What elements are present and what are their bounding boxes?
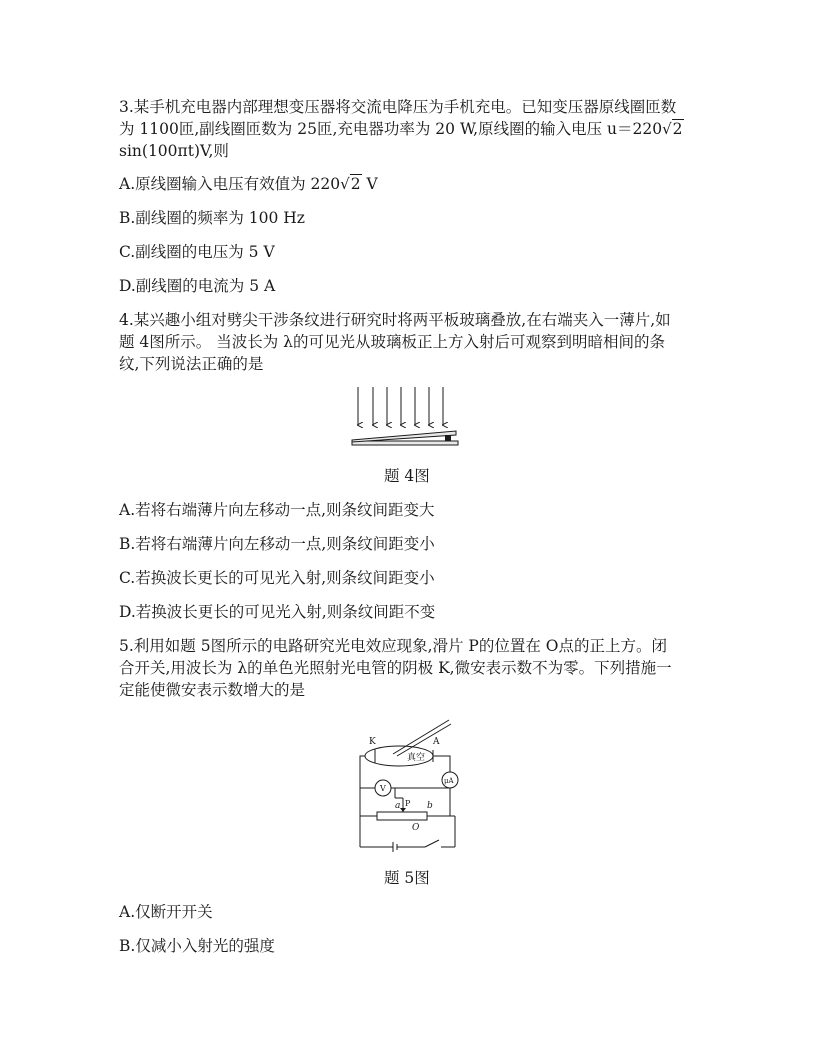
light-beam-line bbox=[397, 724, 451, 756]
q3-option-a-sqrt-value: 2 bbox=[350, 175, 361, 193]
anode-label: A bbox=[433, 737, 440, 747]
q3-option-d: D.副线圈的电流为 5 A bbox=[119, 277, 276, 295]
voltmeter-label: V bbox=[380, 784, 386, 793]
q3-option-a-text: A.原线圈输入电压有效值为 220 bbox=[119, 175, 341, 193]
q5-stem-line-2: 合开关,用波长为 λ的单色光照射光电管的阴极 K,微安表示数不为零。下列措施一 bbox=[119, 659, 672, 677]
q5-option-b: B.仅减小入射光的强度 bbox=[119, 937, 275, 955]
light-beam-line bbox=[393, 720, 449, 754]
slider-tip bbox=[400, 808, 406, 812]
q3-option-b: B.副线圈的频率为 100 Hz bbox=[119, 209, 305, 227]
q4-option-b: B.若将右端薄片向左移动一点,则条纹间距变小 bbox=[119, 535, 435, 553]
cathode-label: K bbox=[369, 737, 376, 747]
q4-stem-line-1: 4.某兴趣小组对劈尖干涉条纹进行研究时将两平板玻璃叠放,在右端夹入一薄片,如 bbox=[119, 311, 671, 329]
q4-option-a: A.若将右端薄片向左移动一点,则条纹间距变大 bbox=[119, 501, 435, 519]
q4-stem-line-3: 纹,下列说法正确的是 bbox=[119, 355, 264, 373]
q3-option-a bbox=[119, 174, 378, 194]
slider-p-label: P bbox=[405, 799, 411, 808]
terminal-b-label: b bbox=[427, 801, 433, 811]
q5-option-a: A.仅断开开关 bbox=[119, 903, 213, 921]
q3-sqrt-value: 2 bbox=[672, 120, 683, 138]
thin-spacer bbox=[445, 435, 451, 441]
wedge-interference-figure bbox=[340, 385, 470, 455]
microammeter-label: μA bbox=[444, 777, 454, 785]
rheostat bbox=[377, 812, 427, 820]
q3-option-c: C.副线圈的电压为 5 V bbox=[119, 243, 275, 261]
photoelectric-circuit-figure bbox=[355, 712, 465, 852]
figure-5-caption: 题 5图 bbox=[384, 869, 430, 887]
glass-plates bbox=[352, 431, 458, 445]
q3-option-a-unit: V bbox=[361, 175, 378, 193]
incident-light-arrows bbox=[358, 387, 443, 425]
q3-stem-line-1: 3.某手机充电器内部理想变压器将交流电降压为手机充电。已知变压器原线圈匝数 bbox=[119, 98, 677, 116]
q3-stem-line-2 bbox=[119, 119, 684, 139]
vacuum-label: 真空 bbox=[407, 753, 426, 763]
q5-stem-line-3: 定能使微安表示数增大的是 bbox=[119, 681, 306, 699]
q4-option-c: C.若换波长更长的可见光入射,则条纹间距变小 bbox=[119, 569, 435, 587]
sqrt-symbol: √2 bbox=[662, 120, 683, 138]
terminal-a-label: a bbox=[395, 801, 401, 811]
q3-stem-line-3: sin(100πt)V,则 bbox=[119, 142, 229, 160]
sqrt-symbol: √2 bbox=[340, 175, 361, 193]
figure-4-caption: 题 4图 bbox=[384, 467, 430, 485]
q4-option-d: D.若换波长更长的可见光入射,则条纹间距不变 bbox=[119, 603, 436, 621]
q5-stem-line-1: 5.利用如题 5图所示的电路研究光电效应现象,滑片 P的位置在 O点的正上方。闭 bbox=[119, 637, 667, 655]
q3-stem-line-2-text: 为 1100匝,副线圈匝数为 25匝,充电器功率为 20 W,原线圈的输入电压 u＝220 bbox=[119, 120, 663, 138]
point-o-label: O bbox=[412, 823, 420, 833]
q4-stem-line-2: 题 4图所示。 当波长为 λ的可见光从玻璃板正上方入射后可观察到明暗相间的条 bbox=[119, 333, 665, 351]
